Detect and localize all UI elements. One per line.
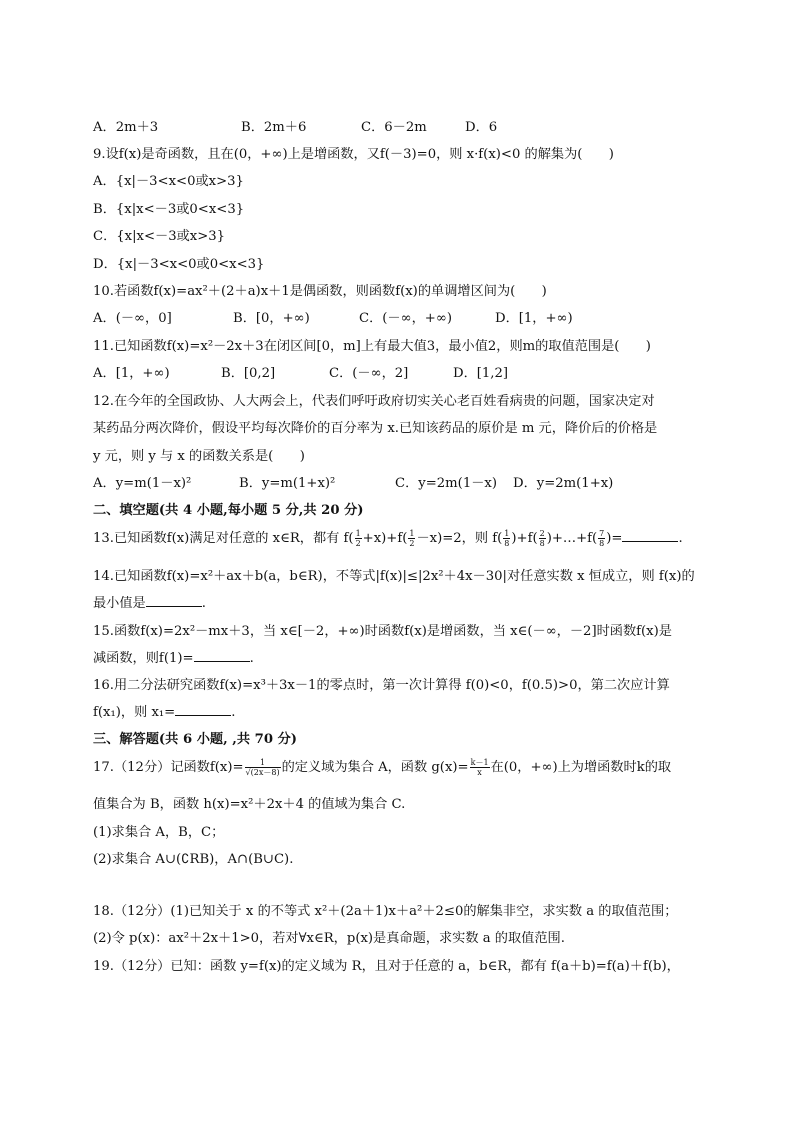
fraction-numerator: 1 <box>504 529 510 538</box>
fraction-denominator: √(2x－8) <box>245 768 280 777</box>
q15-line2 <box>93 649 254 669</box>
q13-text: 13.已知函数f(x)满足对任意的 x∈R，都有 f( <box>93 531 354 546</box>
q12-options <box>93 474 613 494</box>
q10-stem: 10.若函数f(x)=ax²＋(2＋a)x＋1是偶函数，则函数f(x)的单调增区间为( ) <box>93 284 547 299</box>
q14-text: 最小值是 <box>93 596 146 611</box>
q17-line2: 值集合为 B，函数 h(x)=x²＋2x＋4 的值域为集合 C. <box>93 797 406 812</box>
section-solution-heading: 三、解答题(共 6 小题, ,共 70 分) <box>93 732 298 747</box>
q10-options <box>93 309 573 329</box>
fraction-numerator: 1 <box>245 758 281 768</box>
fraction <box>598 529 605 548</box>
q15-line1: 15.函数f(x)=2x²－mx＋3，当 x∈[－2，+∞)时函数f(x)是增函数，当 x∈(－∞，－2]时函数f(x)是 <box>93 624 672 639</box>
q14-text: . <box>201 596 206 611</box>
q17-text: 17.（12分）记函数f(x)= <box>93 760 244 775</box>
q13-text: +x)+f( <box>362 531 408 546</box>
q12-line3: y 元，则 y 与 x 的函数关系是( ) <box>93 449 305 464</box>
q9-option-b: B．{x|x<－3或0<x<3} <box>93 202 245 217</box>
q9-option-c: C．{x|x<－3或x>3} <box>93 229 226 244</box>
fraction-denominator: 8 <box>539 539 545 548</box>
q12-line2: 某药品分两次降价，假设平均每次降价的百分率为 x.已知该药品的原价是 m 元，降价后的价格是 <box>93 421 658 436</box>
q11-option-b: B．[0,2] <box>221 366 276 381</box>
q11-option-a: A．[1，+∞) <box>93 366 170 381</box>
q9-option-a: A．{x|－3<x<0或x>3} <box>93 174 244 189</box>
fraction-numerator: 1 <box>409 529 415 538</box>
q12-option-c: C．y=2m(1－x) <box>395 476 497 491</box>
fraction <box>245 758 281 777</box>
q18-line1: 18.（12分）(1)已知关于 x 的不等式 x²＋(2a＋1)x＋a²＋2≤0的解集非空，求实数 a 的取值范围； <box>93 904 678 919</box>
fraction-numerator: 2 <box>539 529 545 538</box>
q16-text: . <box>231 705 236 720</box>
q8-options <box>93 118 497 138</box>
q13-text: )= <box>606 531 623 546</box>
answer-blank <box>146 594 202 607</box>
q17-text: 的定义域为集合 A，函数 g(x)= <box>281 760 469 775</box>
q16-line1: 16.用二分法研究函数f(x)=x³＋3x－1的零点时，第一次计算得 f(0)<0，f(0.5)>0，第二次应计算 <box>93 678 670 693</box>
fraction-denominator: x <box>477 768 482 777</box>
q10-option-d: D．[1，+∞) <box>495 311 573 326</box>
q12-option-a: A．y=m(1－x)² <box>93 476 192 491</box>
q13-text: －x)=2，则 f( <box>416 531 503 546</box>
q13-text: )+…+f( <box>546 531 598 546</box>
q8-option-a: A．2m＋3 <box>93 120 159 135</box>
answer-blank <box>622 529 678 542</box>
q12-line1: 12.在今年的全国政协、人大两会上，代表们呼吁政府切实关心老百姓看病贵的问题，国家决定对 <box>93 394 655 409</box>
q13-text: )+f( <box>511 531 538 546</box>
fraction-denominator: 8 <box>599 539 605 548</box>
q17-line1 <box>93 758 671 778</box>
q10-option-b: B．[0，+∞) <box>233 311 310 326</box>
q15-text: 减函数，则f(1)= <box>93 651 194 666</box>
q17-part2: (2)求集合 A∪(∁RB)，A∩(B∪C). <box>93 852 294 867</box>
fraction <box>539 529 546 548</box>
answer-blank <box>194 649 250 662</box>
fraction <box>408 529 415 548</box>
q11-options <box>93 364 508 384</box>
fraction-denominator: 2 <box>409 539 415 548</box>
q11-option-d: D．[1,2] <box>453 366 509 381</box>
q9-option-d: D．{x|－3<x<0或0<x<3} <box>93 257 265 272</box>
q10-option-a: A．(－∞，0] <box>93 311 172 326</box>
q12-option-b: B．y=m(1+x)² <box>239 476 336 491</box>
q13-line <box>93 529 683 549</box>
q11-stem: 11.已知函数f(x)=x²－2x＋3在闭区间[0，m]上有最大值3，最小值2，则m的取值范围是( ) <box>93 339 651 354</box>
fraction-denominator: 8 <box>504 539 510 548</box>
q19-line1: 19.（12分）已知：函数 y=f(x)的定义域为 R，且对于任意的 a，b∈R，都有 f(a＋b)=f(a)＋f(b)， <box>93 959 680 974</box>
q16-line2 <box>93 703 235 723</box>
q17-text: 在(0，+∞)上为增函数时k的取 <box>490 760 672 775</box>
fraction <box>470 758 490 777</box>
answer-blank <box>175 703 231 716</box>
q8-option-d: D．6 <box>465 120 498 135</box>
fraction-numerator: 1 <box>355 529 361 538</box>
q17-part1: (1)求集合 A，B，C； <box>93 825 225 840</box>
q14-line1: 14.已知函数f(x)=x²＋ax＋b(a，b∈R)，不等式|f(x)|≤|2x²＋4x－30|对任意实数 x 恒成立，则 f(x)的 <box>93 569 695 584</box>
fraction-numerator: k－1 <box>470 758 489 767</box>
q8-option-c: C．6－2m <box>361 120 427 135</box>
q8-option-b: B．2m＋6 <box>241 120 307 135</box>
q13-text: . <box>678 531 683 546</box>
q16-text: f(x₁)，则 x₁= <box>93 705 176 720</box>
fraction-numerator: 7 <box>599 529 605 538</box>
section-fill-in-heading: 二、填空题(共 4 小题,每小题 5 分,共 20 分) <box>93 503 364 518</box>
q14-line2 <box>93 594 206 614</box>
fraction <box>503 529 510 548</box>
q12-option-d: D．y=2m(1+x) <box>513 476 614 491</box>
fraction <box>355 529 362 548</box>
q15-text: . <box>249 651 254 666</box>
q11-option-c: C．(－∞，2] <box>329 366 409 381</box>
fraction-denominator: 2 <box>355 539 361 548</box>
q9-stem: 9.设f(x)是奇函数，且在(0，+∞)上是增函数，又f(－3)=0，则 x·f(x)<0 的解集为( ) <box>93 147 614 162</box>
q10-option-c: C．(－∞，+∞) <box>359 311 452 326</box>
q18-line2: (2)令 p(x)：ax²＋2x＋1>0，若对∀x∈R，p(x)是真命题，求实数 a 的取值范围. <box>93 931 565 946</box>
